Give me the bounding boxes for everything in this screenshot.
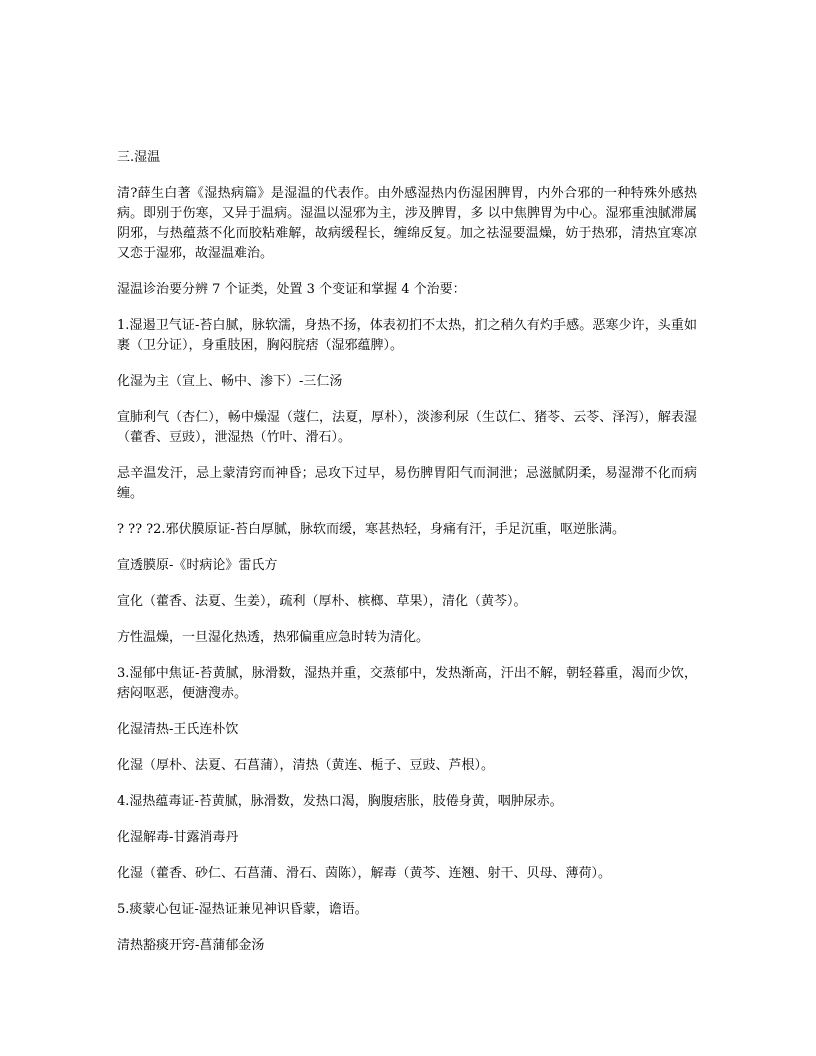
paragraph-overview: 湿温诊治要分辨 7 个证类，处置 3 个变证和掌握 4 个治要： xyxy=(117,282,466,297)
paragraph-treatment-1: 化湿为主（宣上、畅中、渗下）-三仁汤 xyxy=(117,374,343,389)
paragraph-treatment-5: 清热豁痰开窍-菖蒲郁金汤 xyxy=(117,938,265,953)
document-body xyxy=(117,148,697,972)
paragraph-herbs-4: 化湿（藿香、砂仁、石菖蒲、滑石、茵陈），解毒（黄芩、连翘、射干、贝母、薄荷）。 xyxy=(117,866,612,881)
paragraph-herbs-1: 宣肺利气（杏仁），畅中燥湿（蔻仁，法夏，厚朴），淡渗利尿（生苡仁、猪苓、云苓、泽泻），解表湿（藿香、豆豉），泄湿热（竹叶、滑石）。 xyxy=(117,410,697,445)
paragraph-herbs-3: 化湿（厚朴、法夏、石菖蒲），清热（黄连、栀子、豆豉、芦根）。 xyxy=(117,758,495,773)
paragraph-syndrome-1: 1.湿遏卫气证-苔白腻，脉软濡，身热不扬，体表初扪不太热，扪之稍久有灼手感。恶寒少许，头重如裹（卫分证），身重肢困，胸闷脘痞（湿邪蕴脾）。 xyxy=(117,318,697,353)
paragraph-treatment-4: 化湿解毒-甘露消毒丹 xyxy=(117,830,239,845)
paragraph-treatment-2: 宣透膜原-《时病论》雷氏方 xyxy=(117,558,278,573)
paragraph-syndrome-4: 4.湿热蕴毒证-苔黄腻，脉滑数，发热口渴，胸腹痞胀，肢倦身黄，咽肿尿赤。 xyxy=(117,794,563,809)
paragraph-syndrome-5: 5.痰蒙心包证-湿热证兼见神识昏蒙，谵语。 xyxy=(117,902,368,917)
paragraph-syndrome-3: 3.湿郁中焦证-苔黄腻，脉滑数，湿热并重，交蒸郁中，发热渐高，汗出不解，朝轻暮重，渴而少饮，痞闷呕恶，便溏溲赤。 xyxy=(117,666,697,701)
paragraph-cautions-1: 忌辛温发汗，忌上蒙清窍而神昏；忌攻下过早，易伤脾胃阳气而洞泄；忌滋腻阴柔，易湿滞不化而病缠。 xyxy=(117,466,697,501)
paragraph-herbs-2: 宣化（藿香、法夏、生姜），疏利（厚朴、槟榔、草果），清化（黄芩）。 xyxy=(117,594,527,609)
paragraph-intro: 清?薛生白著《湿热病篇》是湿温的代表作。由外感湿热内伤湿困脾胃，内外合邪的一种特殊外感热病。即别于伤寒，又异于温病。湿温以湿邪为主，涉及脾胃，多 以中焦脾胃为中心。湿邪重浊腻滞属阴邪，与热蕴蒸不化而胶粘难解，故病缓程长，缠绵反复。加之祛湿要温燥，妨于热邪，清热宜寒凉又恋于湿邪，故湿温难治。 xyxy=(117,186,697,261)
section-heading: 三.湿温 xyxy=(117,150,161,165)
paragraph-treatment-3: 化湿清热-王氏连朴饮 xyxy=(117,722,239,737)
paragraph-syndrome-2: ? ?? ?2.邪伏膜原证-苔白厚腻，脉软而缓，寒甚热轻，身痛有汗，手足沉重，呕逆胀满。 xyxy=(117,522,625,537)
paragraph-note-2: 方性温燥，一旦湿化热透，热邪偏重应急时转为清化。 xyxy=(117,630,430,645)
